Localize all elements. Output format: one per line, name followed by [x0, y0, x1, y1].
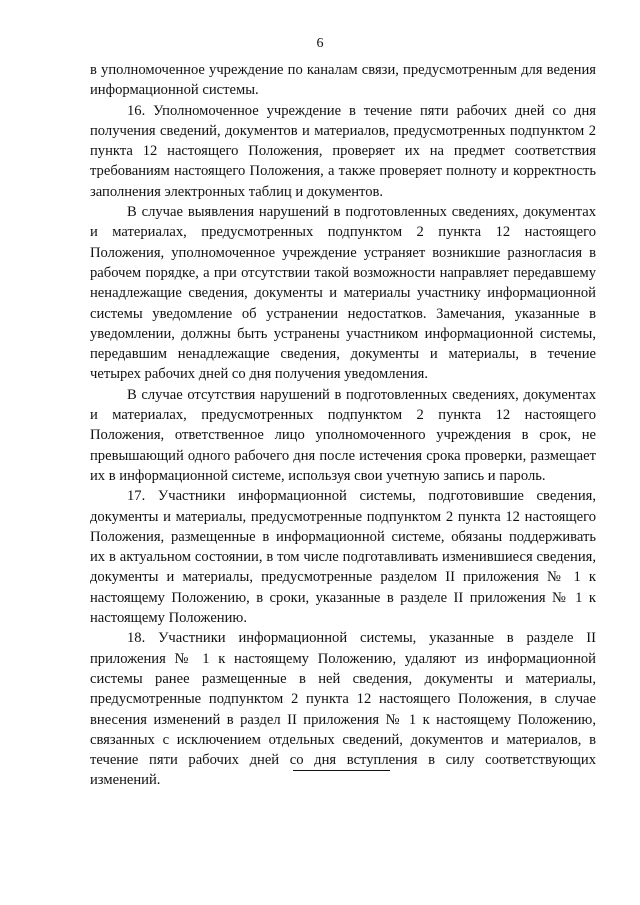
paragraph-18: 18. Участники информационной системы, указанные в разделе II приложения № 1 к настоящему Положению, удаляют из информационной системы ранее размещенные в ней сведения, документы и материалы, предусмотренные подпунктом 2 пункта 12 настоящего Положения, в случае внесения изменений в раздел II приложения № 1 к настоящему Положению, связанных с исключением отдельных сведений, документов и материалов, в течение пяти рабочих дней со дня вступления в силу соответствующих изменений. [90, 630, 596, 789]
document-body [90, 60, 596, 791]
end-divider [293, 770, 390, 771]
paragraph-17: 17. Участники информационной системы, подготовившие сведения, документы и материалы, предусмотренные подпунктом 2 пункта 12 настоящего Положения, размещенные в информационной системе, обязаны поддерживать их в актуальном состоянии, в том числе подготавливать изменившиеся сведения, документы и материалы, предусмотренные разделом II приложения № 1 к настоящему Положению, в сроки, указанные в разделе II приложения № 1 к настоящему Положению. [90, 488, 596, 627]
paragraph-16-no-violations: В случае отсутствия нарушений в подготовленных сведениях, документах и материалах, предусмотренных подпунктом 2 пункта 12 настоящего Положения, ответственное лицо уполномоченного учреждения в срок, не превышающий одного рабочего дня после истечения срока проверки, размещает их в информационной системе, используя свои учетную запись и пароль. [90, 386, 596, 484]
page-number: 6 [316, 36, 324, 51]
paragraph-16-violations: В случае выявления нарушений в подготовленных сведениях, документах и материалах, предусмотренных подпунктом 2 пункта 12 настоящего Положения, уполномоченное учреждение устраняет возникшие разногласия в рабочем порядке, а при отсутствии такой возможности направляет передавшему ненадлежащие сведения, документы и материалы участнику информационной системы уведомление об устранении недостатков. Замечания, указанные в уведомлении, должны быть устранены участником информационной системы, передавшим ненадлежащие сведения, документы и материалы, в течение четырех рабочих дней со дня получения уведомления. [90, 204, 596, 383]
paragraph-continuation: в уполномоченное учреждение по каналам связи, предусмотренным для ведения информационной системы. [90, 62, 596, 99]
paragraph-16: 16. Уполномоченное учреждение в течение пяти рабочих дней со дня получения сведений, документов и материалов, предусмотренных подпунктом 2 пункта 12 настоящего Положения, проверяет их на предмет соответствия требованиям настоящего Положения, а также проверяет полноту и корректность заполнения электронных таблиц и документов. [90, 102, 596, 200]
